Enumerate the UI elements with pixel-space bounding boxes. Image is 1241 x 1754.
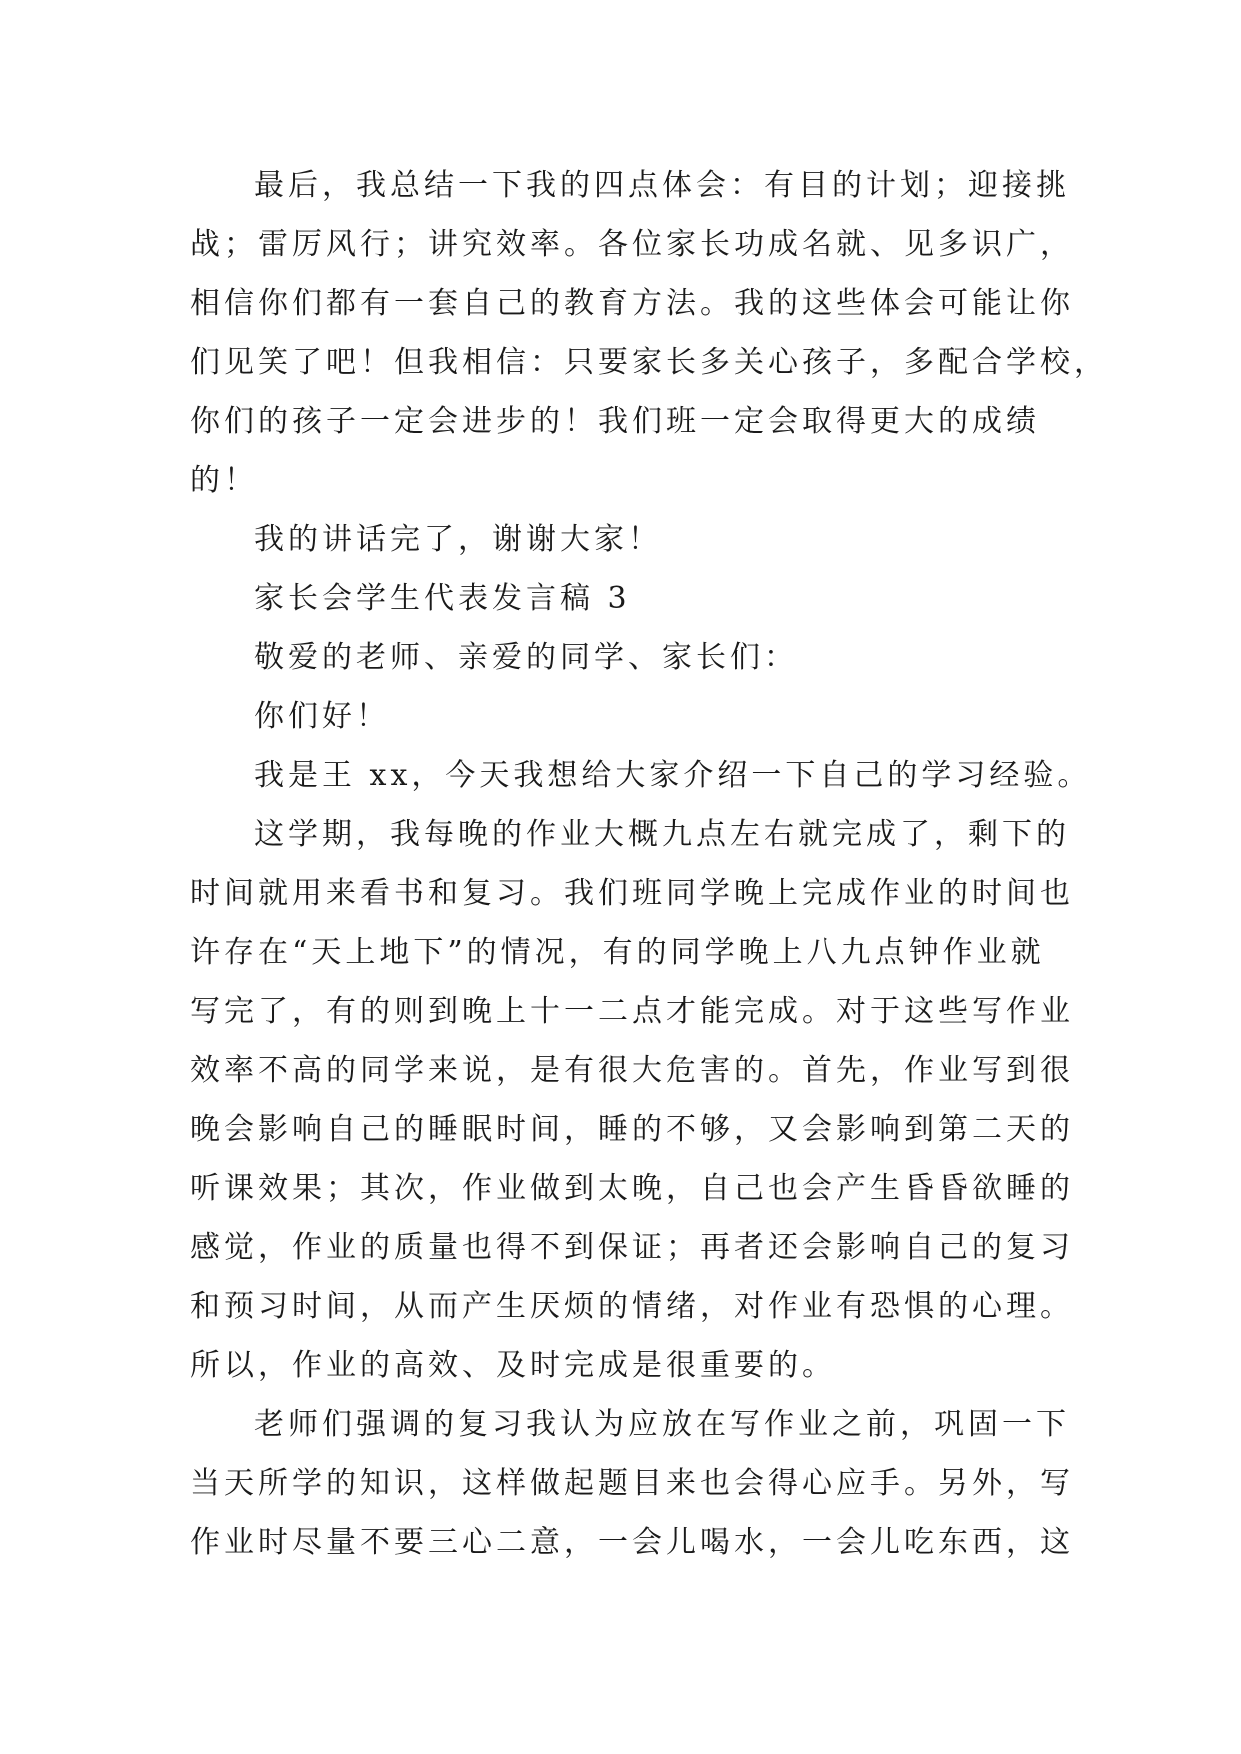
text-line: 最后，我总结一下我的四点体会：有目的计划；迎接挑 [254,168,1070,203]
text-line: 写完了，有的则到晚上十一二点才能完成。对于这些写作业 [190,994,1074,1029]
text-line: 许存在“天上地下”的情况，有的同学晚上八九点钟作业就 [190,935,1045,970]
text-line: 作业时尽量不要三心二意，一会儿喝水，一会儿吃东西，这 [190,1525,1074,1560]
paragraph-salutation [190,628,1060,687]
paragraph-closing [190,510,1060,569]
text-line: 我是王 xx，今天我想给大家介绍一下自己的学习经验。 [254,758,1092,793]
text-line: 们见笑了吧！但我相信：只要家长多关心孩子，多配合学校， [190,345,1108,380]
text-line: 你们好！ [254,699,390,734]
text-line: 你们的孩子一定会进步的！我们班一定会取得更大的成绩 [190,404,1040,439]
text-line: 当天所学的知识，这样做起题目来也会得心应手。另外，写 [190,1466,1074,1501]
paragraph-homework [190,805,1074,1395]
text-line: 和预习时间，从而产生厌烦的情绪，对作业有恐惧的心理。 [190,1289,1074,1324]
paragraph-greeting [190,687,1060,746]
text-line: 时间就用来看书和复习。我们班同学晚上完成作业的时间也 [190,876,1074,911]
text-line: 这学期，我每晚的作业大概九点左右就完成了，剩下的 [254,817,1070,852]
text-line: 我的讲话完了，谢谢大家！ [254,522,662,557]
document-body [190,156,1108,1572]
text-line: 效率不高的同学来说，是有很大危害的。首先，作业写到很 [190,1053,1074,1088]
text-line: 感觉，作业的质量也得不到保证；再者还会影响自己的复习 [190,1230,1074,1265]
paragraph-summary [190,156,1108,510]
section-heading [190,569,1060,628]
text-line: 听课效果；其次，作业做到太晚，自己也会产生昏昏欲睡的 [190,1171,1074,1206]
heading-text: 家长会学生代表发言稿 3 [254,581,631,616]
text-line: 相信你们都有一套自己的教育方法。我的这些体会可能让你 [190,286,1074,321]
paragraph-review [190,1395,1074,1572]
paragraph-intro [190,746,1092,805]
text-line: 老师们强调的复习我认为应放在写作业之前，巩固一下 [254,1407,1070,1442]
text-line: 战；雷厉风行；讲究效率。各位家长功成名就、见多识广， [190,227,1074,262]
text-line: 所以，作业的高效、及时完成是很重要的。 [190,1348,836,1383]
text-line: 晚会影响自己的睡眠时间，睡的不够，又会影响到第二天的 [190,1112,1074,1147]
text-line: 敬爱的老师、亲爱的同学、家长们： [254,640,798,675]
text-line: 的！ [190,463,258,498]
